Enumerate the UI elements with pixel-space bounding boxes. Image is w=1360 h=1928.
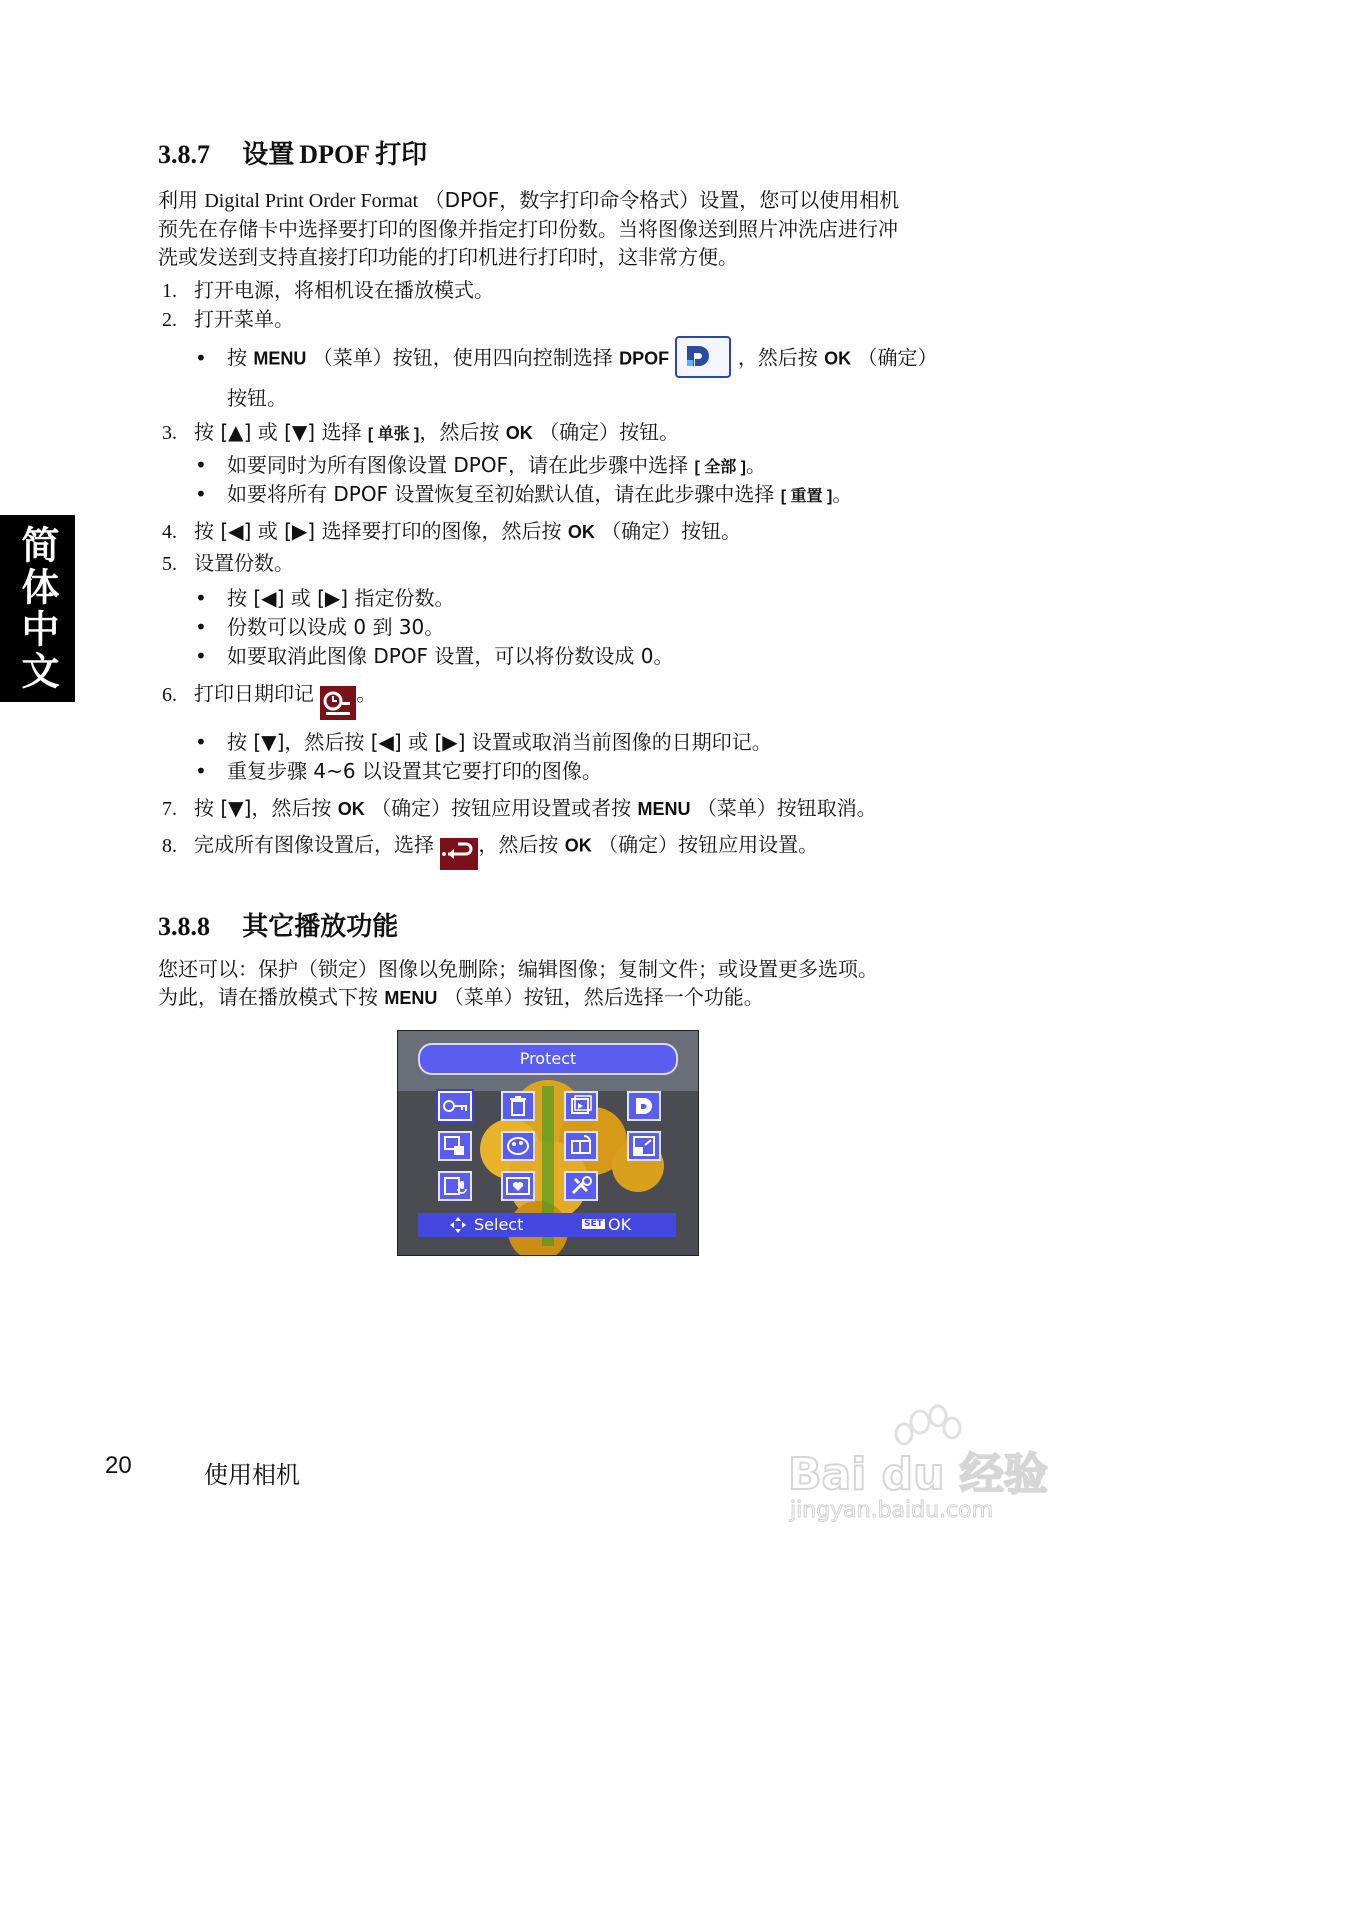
watermark-url: jingyan.baidu.com [790,1498,994,1523]
right-arrow-icon: ▶ [324,586,341,610]
step-number: 5. [162,553,177,575]
slideshow-icon [564,1091,598,1121]
side-tab-label: 简体中文 [15,524,59,693]
step-text: 按 [ [194,420,229,444]
up-arrow-icon: ▲ [228,420,244,444]
footer-chapter: 使用相机 [204,1461,300,1489]
step-number: 6. [162,683,177,706]
bullet-text: ] 或 [ [276,586,325,610]
left-arrow-icon: ◀ [378,730,394,754]
bullet-text: 份数可以设成 0 到 30。 [227,615,445,639]
step-5-bullet-2: • 份数可以设成 0 到 30。 [195,615,445,639]
bullet-text: 如要同时为所有图像设置 DPOF，请在此步骤中选择 [227,453,689,477]
menu-key: MENU [384,988,438,1008]
step-3 [162,418,679,449]
menu-key: MENU [253,348,307,369]
section-title-dpof: DPOF [299,140,371,169]
step-text: ] 或 [ [243,420,292,444]
bullet-text: 。 [832,482,853,506]
step-4 [162,517,741,546]
watermark-brand: Bai du 经验 [788,1449,1048,1500]
step-text: ，然后按 [478,832,559,857]
section-number: 3.8.8 [158,912,210,941]
option-single: [ 单张 ] [367,426,420,443]
return-icon [440,838,478,870]
bullet-text: ] 或 [ [393,730,443,754]
section-number: 3.8.7 [158,140,210,169]
step-text: 打开电源，将相机设在播放模式。 [194,278,494,302]
right-arrow-icon: ▶ [291,519,308,543]
paragraph-text: 您还可以：保护（锁定）图像以免删除；编辑图像；复制文件；或设置更多选项。 [158,957,878,981]
setup-icon [564,1171,598,1201]
step-text: 打印日期印记 [194,681,314,706]
dpof-icon [627,1091,661,1121]
ok-key: OK [824,348,852,369]
section-heading-387 [158,134,427,171]
step-text: ] 选择要打印的图像，然后按 [307,519,562,543]
step-text: ] 选择 [307,420,362,444]
intro-text: 利用 [158,188,198,212]
step-7 [162,794,877,823]
menu-key: MENU [637,799,691,819]
option-reset: [ 重置 ] [780,488,833,505]
step-number: 7. [162,798,177,820]
bullet-text: ] 设置或取消当前图像的日期印记。 [457,730,772,754]
step-5-bullet-3: • 如要取消此图像 DPOF 设置，可以将份数设成 0。 [195,644,674,668]
step-number: 3. [162,422,177,444]
startup-image-icon [501,1171,535,1201]
dpof-icon [675,336,731,378]
section-heading-388 [158,906,398,943]
date-stamp-icon [320,686,356,720]
step-3-bullet-1: • 如要同时为所有图像设置 DPOF，请在此步骤中选择 [ 全部 ]。 [195,453,766,477]
intro-text: 洗或发送到支持直接打印功能的打印机进行打印时，这非常方便。 [158,245,738,269]
screen-menu-title: Protect [418,1043,678,1075]
step-text: （菜单）按钮取消。 [696,796,877,820]
step-2 [162,305,294,334]
ok-key: OK [337,799,365,819]
bullet-text: ，然后按 [737,345,818,370]
dpof-key: DPOF [619,348,670,369]
ok-key: OK [505,423,533,443]
step-number: 2. [162,309,177,331]
camera-menu-screenshot [397,1030,699,1256]
option-all: [ 全部 ] [694,459,746,476]
page-number: 20 [105,1452,132,1479]
paragraph-text: 为此，请在播放模式下按 [158,985,378,1009]
ok-label: OK [608,1215,632,1234]
bullet-text: 按 [ [227,586,262,610]
step-1 [162,276,494,305]
bullet-text: ]，然后按 [ [276,730,379,754]
set-badge: SET [584,1219,603,1229]
ok-key: OK [567,522,595,542]
four-way-arrow-icon [448,1215,468,1239]
step-text: 按 [ [194,796,229,820]
ok-key: OK [564,835,592,856]
bullet-text: 重复步骤 4~6 以设置其它要打印的图像。 [227,759,602,783]
step-number: 4. [162,521,177,543]
bullet-text: 如要将所有 DPOF 设置恢复至初始默认值，请在此步骤中选择 [227,482,775,506]
bullet-text: 。 [746,453,766,477]
step-text: 完成所有图像设置后，选择 [194,832,434,857]
voice-memo-icon [438,1171,472,1201]
bullet-text: 如要取消此图像 DPOF 设置，可以将份数设成 0。 [227,644,674,668]
step-6-bullet-2: • 重复步骤 4~6 以设置其它要打印的图像。 [195,759,602,783]
intro-text: （DPOF，数字打印命令格式）设置，您可以使用相机 [424,188,900,212]
step-text: 打开菜单。 [194,307,294,331]
delete-icon [501,1091,535,1121]
bullet-text: （菜单）按钮，使用四向控制选择 [312,345,613,370]
step-5-bullet-1: • 按 [◀] 或 [▶] 指定份数。 [195,586,455,610]
step-3-bullet-2: • 如要将所有 DPOF 设置恢复至初始默认值，请在此步骤中选择 [ 重置 ]。 [195,482,853,506]
step-text: ] 或 [ [243,519,292,543]
select-label: Select [474,1215,524,1234]
section-title: 其它播放功能 [242,912,399,942]
step-5 [162,549,294,578]
bullet-text: 按 [227,345,247,370]
copy-icon [438,1131,472,1161]
step-text: （确定）按钮应用设置或者按 [371,796,632,820]
down-arrow-icon: ▼ [228,796,244,820]
step-text: ，然后按 [419,420,500,444]
paragraph-text: （菜单）按钮，然后选择一个功能。 [443,985,764,1009]
step-text: ]，然后按 [243,796,332,820]
step-text: 按 [ [194,519,229,543]
bullet-text: 按钮。 [227,386,287,410]
intro-text: 预先在存储卡中选择要打印的图像并指定打印份数。当将图像送到照片冲洗店进行冲 [158,217,898,241]
step-number: 8. [162,834,177,857]
section-title-part2: 打印 [375,140,428,170]
step-text: （确定）按钮。 [539,420,680,444]
down-arrow-icon: ▼ [291,420,308,444]
step-6-bullet-1: • 按 [▼]，然后按 [◀] 或 [▶] 设置或取消当前图像的日期印记。 [195,730,772,754]
rotate-icon [564,1131,598,1161]
bullet-text: ] 指定份数。 [340,586,455,610]
effect-icon [501,1131,535,1161]
step-2-bullet-cont [195,384,287,412]
baidu-watermark [780,1400,1050,1530]
step-6 [162,678,376,712]
intro-paragraph [158,186,1028,271]
step-text: 。 [356,681,377,706]
down-arrow-icon: ▼ [261,730,277,754]
section-title-part1: 设置 [242,140,295,170]
intro-term: Digital Print Order Format [204,190,419,212]
bullet-text: （确定） [857,345,938,370]
step-text: 设置份数。 [194,551,294,575]
left-arrow-icon: ◀ [228,519,244,543]
language-side-tab [0,515,75,702]
step-2-bullet: • 按 MENU （菜单）按钮，使用四向控制选择 DPOF ，然后按 OK （确定） [195,338,938,380]
step-8 [162,830,818,862]
left-arrow-icon: ◀ [261,586,277,610]
screen-hint-bar [418,1213,676,1237]
step-text: （确定）按钮。 [601,519,742,543]
bullet-text: 按 [ [227,730,262,754]
resize-icon [627,1131,661,1161]
protect-icon [438,1091,472,1121]
step-text: （确定）按钮应用设置。 [598,832,819,857]
step-number: 1. [162,280,177,302]
right-arrow-icon: ▶ [442,730,458,754]
section-388-paragraph [158,955,1028,1012]
